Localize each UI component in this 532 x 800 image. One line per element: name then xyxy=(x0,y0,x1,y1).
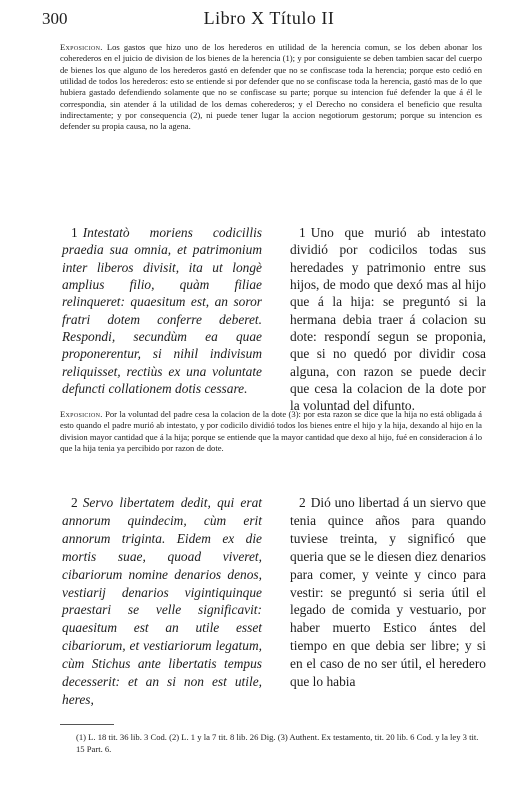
latin-text-1 xyxy=(62,224,262,397)
running-title: Libro X Título II xyxy=(203,8,335,28)
exposicion-text: Los gastos que hizo uno de los herederos en utilidad de la herencia comun, se los deben abonar los coherederos en el juicio de division de los bienes de la herencia (1); y por consiguiente se deben tambien sacar del cuerpo de bienes los que alguno de los herederos gastó en defender que no se confiscase toda la herencia; porque esto cedió en utilidad de todos los herederos: esto se entiende si por defender que no se confiscase toda la herencia, gastó mas de lo que hubiera gastado defendiendo solamente que no se confiscase su parte; porque su intencion fué defender la que á él le correspondia, sin atender á la utilidad de los demas coherederos; y el Derecho no considera el beneficio que resulta indirectamente; y por consequencia (2), ni puede tener lugar la accion negotiorum gestorum; porque su intencion es defender su propia causa, no la agena. xyxy=(60,42,482,132)
section-number: 2 xyxy=(71,495,78,510)
footnotes: (1) L. 18 tit. 36 lib. 3 Cod. (2) L. 1 y la 7 tit. 8 lib. 26 Dig. (3) Authent. Ex testamento, tit. 20 lib. 6 Cod. y la ley 3 tit. 15 Part. 6. xyxy=(76,732,479,754)
section-number: 1 xyxy=(299,225,306,240)
spanish-body: Uno que murió ab intestato dividió por codicilos todas sus heredades y patrimonio entre sus hijos, de modo que dexó mas al hijo que á la hija: se preguntó si la hermana debia traer á colacion su dote: respondí segun se proponia, que si no quedó por dividir cosa alguna, con razon se puede decir que cesa la colacion de la dote por la voluntad del difunto. xyxy=(290,225,486,414)
spanish-body: Dió uno libertad á un siervo que tenia quince años para quando tuviese treinta, y significó que queria que se le diesen diez denarios para comer, y veinte y cinco para vestir: se preguntó si seria útil el legado de comida y vestuario, por haber muerto Estico ántes del tiempo en que debia ser libre; y si en el caso de no ser útil, el heredero que lo habia xyxy=(290,495,486,690)
latin-text-2 xyxy=(62,494,262,709)
exposicion-label: Exposicion. xyxy=(60,42,103,52)
section-number: 1 xyxy=(71,225,78,240)
exposicion-paragraph-1 xyxy=(60,42,482,133)
section-number: 2 xyxy=(299,495,306,510)
latin-body: Intestatò moriens codicillis praedia sua omnia, et patrimonium inter liberos divisit, ita ut longè amplius filio, quàm filiae relinqueret: quaesitum est, an soror fratri dotem conferre deberet. Respondi, secundùm ea quae proponerentur, si nihil indivisum reliquisset, rectiùs ex una voluntate defuncti collationem dotis cessare. xyxy=(62,225,262,397)
spanish-text-1 xyxy=(290,224,486,415)
exposicion-paragraph-2 xyxy=(60,409,482,454)
page-number: 300 xyxy=(42,9,68,28)
exposicion-text: Por la voluntad del padre cesa la colacion de la dote (3): por esta razon se dice que la hija no está obligada á esto quando el padre murió ab intestato, y por codicilo dividió todos los bienes entre el hijo y la hija, dexando al hijo en la division mayor cantidad que á la hija; porque se entiende que la mayor cantidad que dexo al hijo, fué en consideracion á lo que la hija tenia ya percibido por razon de dote. xyxy=(60,409,482,454)
spanish-text-2 xyxy=(290,494,486,691)
latin-body: Servo libertatem dedit, qui erat annorum quindecim, cùm erit annorum triginta. Eidem ex die mortis suae, quoad viveret, cibariorum nomine denarios denos, vestiarij denarios vigintiquinque praestari se velle significavit: quaesitum est an utile esset cibariorum, et vestiariorum legatum, cùm Stichus ante libertatis tempus decesserit: et an si non est utile, heres, xyxy=(62,495,262,707)
footnote-rule xyxy=(60,724,114,725)
exposicion-label: Exposicion. xyxy=(60,409,103,419)
